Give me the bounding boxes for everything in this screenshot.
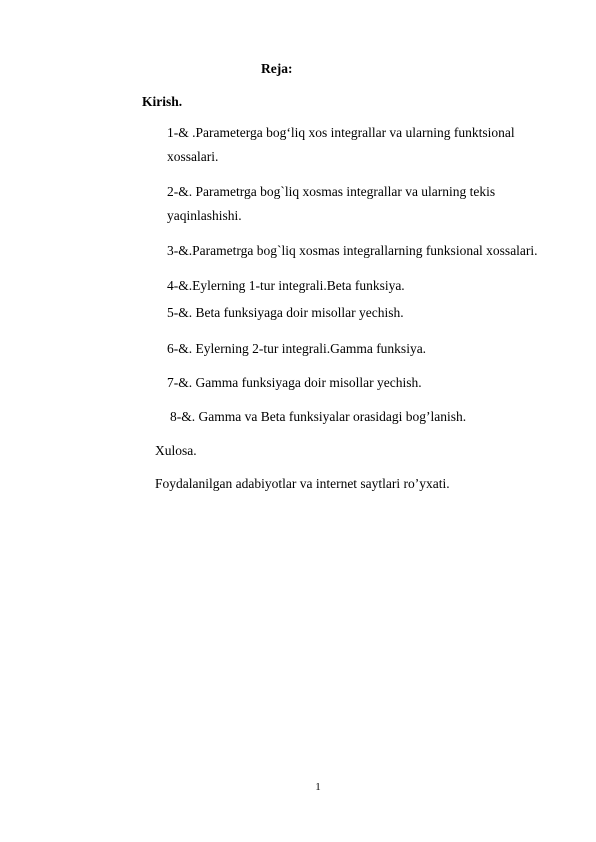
- page-number: 1: [315, 781, 321, 793]
- plan-item-5: 5-&. Beta funksiyaga doir misollar yechish.: [167, 305, 404, 320]
- plan-item-6: 6-&. Eylerning 2-tur integrali.Gamma funksiya.: [167, 341, 427, 356]
- plan-title: Reja:: [261, 61, 293, 76]
- plan-item-7: 7-&. Gamma funksiyaga doir misollar yechish.: [167, 375, 422, 390]
- plan-item-1-line-2: xossalari.: [167, 149, 219, 164]
- plan-item-8: 8-&. Gamma va Beta funksiyalar orasidagi bog’lanish.: [170, 409, 467, 424]
- plan-item-2-line-1: 2-&. Parametrga bog`liq xosmas integrallar va ularning tekis: [167, 184, 496, 199]
- plan-item-4: 4-&.Eylerning 1-tur integrali.Beta funksiya.: [167, 278, 405, 293]
- introduction-heading: Kirish.: [142, 94, 183, 109]
- plan-item-1-line-1: 1-& .Parameterga bog‘liq xos integrallar va ularning funktsional: [167, 125, 515, 140]
- plan-item-3: 3-&.Parametrga bog`liq xosmas integrallarning funksional xossalari.: [167, 243, 538, 258]
- references-item: Foydalanilgan adabiyotlar va internet saytlari ro’yxati.: [155, 476, 450, 491]
- conclusion-item: Xulosa.: [155, 443, 197, 458]
- plan-item-2-line-2: yaqinlashishi.: [167, 208, 242, 223]
